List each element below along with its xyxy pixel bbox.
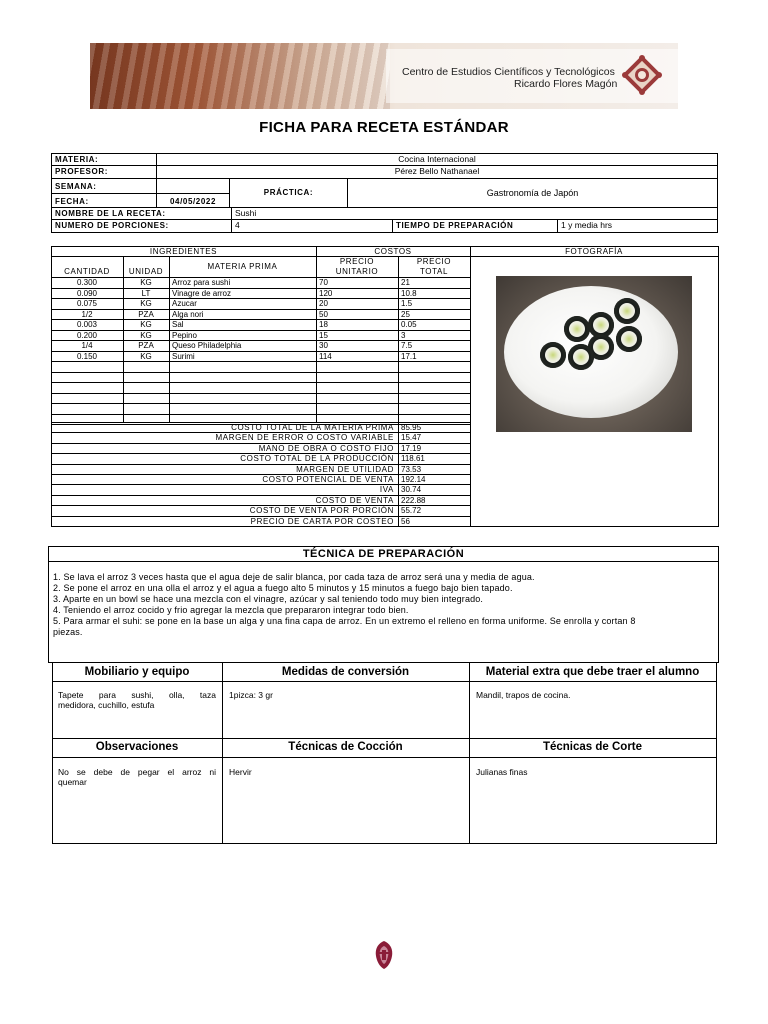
col-precio-total-2: TOTAL	[419, 267, 449, 276]
cecyt-logo-icon	[620, 53, 664, 97]
material-text: Mandil, trapos de cocina.	[476, 690, 571, 700]
practica-label: PRÁCTICA:	[229, 178, 348, 208]
tiempo-value: 1 y media hrs	[557, 219, 718, 233]
ingredient-materia: Azucar	[172, 298, 197, 308]
ingredient-materia: Vinagre de arroz	[172, 288, 231, 298]
mobiliario-text-1: Tapete para sushi, olla, taza	[58, 690, 216, 700]
cost-summary-value: 15.47	[401, 432, 422, 442]
ingredient-cantidad: 0.300	[76, 277, 98, 287]
cost-summary-label: COSTO DE VENTA POR PORCIÓN	[249, 505, 394, 515]
ingredient-cantidad: 0.075	[76, 298, 98, 308]
ingredient-unitario: 30	[319, 340, 328, 350]
tecnica-step: 1. Se lava el arroz 3 veces hasta que el agua deje de salir blanca, por cada taza de arroz será una y media de agua.	[53, 572, 535, 582]
cost-summary-label: PRECIO DE CARTA POR COSTEO	[250, 516, 394, 526]
coccion-title: Técnicas de Cocción	[288, 741, 403, 753]
costos-header: COSTOS	[374, 247, 412, 256]
ingredient-total: 17.1	[401, 351, 417, 361]
ingredient-materia: Surimi	[172, 351, 195, 361]
cost-summary-label: MARGEN DE ERROR O COSTO VARIABLE	[215, 432, 394, 442]
cost-summary-value: 30.74	[401, 484, 422, 494]
cost-summary-value: 222.88	[401, 495, 426, 505]
ingredient-unidad: KG	[140, 277, 152, 287]
cost-summary-label: COSTO TOTAL DE LA MATERIA PRIMA	[231, 422, 394, 432]
profesor-value: Pérez Bello Nathanael	[156, 165, 718, 179]
sushi-roll-icon	[564, 316, 590, 342]
corte-text: Julianas finas	[476, 767, 528, 777]
tecnica-step: 2. Se pone el arroz en una olla el arroz y el agua a fuego alto 5 minutos y 15 minutos a fuego bajo bien tapado.	[53, 583, 513, 593]
col-precio-unitario-1: PRECIO	[339, 257, 375, 266]
medidas-text: 1pizca: 3 gr	[229, 690, 273, 700]
ingredient-unidad: KG	[140, 330, 152, 340]
materia-label: MATERIA:	[51, 153, 157, 166]
col-materia-prima: MATERIA PRIMA	[207, 262, 278, 271]
ingredient-unitario: 15	[319, 330, 328, 340]
cost-summary-value: 192.14	[401, 474, 426, 484]
semana-label: SEMANA:	[51, 178, 157, 194]
ingredientes-header: INGREDIENTES	[149, 247, 218, 256]
ipn-logo-icon	[372, 940, 396, 970]
medidas-title: Medidas de conversión	[281, 666, 410, 678]
mobiliario-text-2: medidora, cuchillo, estufa	[58, 700, 155, 710]
ingredient-unitario: 120	[319, 288, 333, 298]
ingredient-cantidad: 0.090	[76, 288, 98, 298]
cost-summary-value: 118.61	[401, 453, 425, 463]
ingredient-materia: Alga nori	[172, 309, 204, 319]
ingredient-cantidad: 0.200	[76, 330, 98, 340]
sushi-roll-icon	[616, 326, 642, 352]
col-precio-unitario-2: UNITARIO	[335, 267, 379, 276]
sushi-roll-icon	[540, 342, 566, 368]
ingredient-unitario: 50	[319, 309, 328, 319]
tecnica-step: 5. Para armar el suhi: se pone en la base un alga y una fina capa de arroz. En un extremo el relleno en forma uniforme. Se enrolla y cortan 8	[53, 616, 636, 626]
tecnica-step: 4. Teniendo el arroz cocido y frio agregar la mezcla que prepararon integrar todo bien.	[53, 605, 409, 615]
cost-summary-label: MARGEN DE UTILIDAD	[296, 464, 394, 474]
ingredient-cantidad: 1/4	[81, 340, 93, 350]
ingredient-materia: Pepino	[172, 330, 197, 340]
ingredient-unidad: KG	[140, 319, 152, 329]
page-title: FICHA PARA RECETA ESTÁNDAR	[259, 119, 509, 136]
tecnica-title: TÉCNICA DE PREPARACIÓN	[302, 548, 465, 560]
coccion-text: Hervir	[229, 767, 252, 777]
ingredient-materia: Arroz para sushi	[172, 277, 231, 287]
semana-value	[156, 178, 230, 194]
practica-value: Gastronomía de Japón	[347, 178, 718, 208]
banner-texture	[90, 43, 390, 109]
materia-value: Cocina Internacional	[156, 153, 718, 166]
ingredient-cantidad: 1/2	[81, 309, 93, 319]
cost-summary-value: 55.72	[401, 505, 422, 515]
porciones-label: NUMERO DE PORCIONES:	[51, 219, 232, 233]
ingredient-unidad: KG	[140, 298, 152, 308]
observaciones-text-2: quemar	[58, 777, 87, 787]
institution-subname: Ricardo Flores Magón	[514, 78, 618, 90]
observaciones-title: Observaciones	[95, 741, 179, 753]
profesor-label: PROFESOR:	[51, 165, 157, 179]
cost-summary-value: 17.19	[401, 443, 422, 453]
ingredient-total: 10.8	[401, 288, 417, 298]
ingredient-unidad: KG	[140, 351, 152, 361]
fecha-label: FECHA:	[51, 193, 157, 208]
ingredient-unidad: PZA	[138, 309, 154, 319]
cost-summary-label: COSTO POTENCIAL DE VENTA	[262, 474, 394, 484]
tiempo-label: TIEMPO DE PREPARACIÓN	[392, 219, 558, 233]
cost-summary-label: COSTO DE VENTA	[315, 495, 394, 505]
tecnica-step: piezas.	[53, 627, 83, 637]
sushi-photo	[496, 276, 692, 432]
fotografia-header: FOTOGRAFÍA	[565, 247, 623, 256]
ingredient-unidad: LT	[141, 288, 151, 298]
ingredient-unitario: 20	[319, 298, 328, 308]
cost-summary-label: COSTO TOTAL DE LA PRODUCCIÓN	[240, 453, 394, 463]
ingredient-total: 1.5	[401, 298, 413, 308]
corte-title: Técnicas de Corte	[542, 741, 643, 753]
ingredient-total: 21	[401, 277, 410, 287]
ingredient-unitario: 114	[319, 351, 332, 361]
sushi-roll-icon	[614, 298, 640, 324]
material-title: Material extra que debe traer el alumno	[485, 666, 700, 678]
ingredient-materia: Queso Philadelphia	[172, 340, 242, 350]
ingredient-total: 25	[401, 309, 410, 319]
cost-summary-label: IVA	[379, 484, 394, 494]
observaciones-text-1: No se debe de pegar el arroz ni	[58, 767, 216, 777]
cost-summary-value: 85.95	[401, 422, 422, 432]
cost-summary-label: MANO DE OBRA O COSTO FIJO	[258, 443, 394, 453]
ingredient-cantidad: 0.003	[76, 319, 98, 329]
header-banner	[90, 43, 678, 109]
cost-summary-value: 73.53	[401, 464, 422, 474]
institution-name: Centro de Estudios Científicos y Tecnológicos	[402, 66, 615, 78]
tecnica-step: 3. Aparte en un bowl se hace una mezcla con el vinagre, azúcar y sal teniendo todo muy bien integrado.	[53, 594, 484, 604]
ingredient-total: 3	[401, 330, 406, 340]
ingredient-unitario: 70	[319, 277, 328, 287]
receta-label: NOMBRE DE LA RECETA:	[51, 207, 232, 220]
ingredient-materia: Sal	[172, 319, 184, 329]
ingredient-unitario: 18	[319, 319, 328, 329]
col-cantidad: CANTIDAD	[64, 267, 110, 276]
ingredient-cantidad: 0.150	[76, 351, 98, 361]
porciones-value: 4	[231, 219, 393, 233]
fecha-value: 04/05/2022	[156, 193, 230, 208]
col-precio-total-1: PRECIO	[416, 257, 452, 266]
ingredient-total: 7.5	[401, 340, 413, 350]
cost-summary-value: 56	[401, 516, 410, 526]
ingredient-unidad: PZA	[138, 340, 154, 350]
col-unidad: UNIDAD	[128, 267, 164, 276]
ingredient-total: 0.05	[401, 319, 417, 329]
receta-value: Sushi	[231, 207, 718, 220]
mobiliario-title: Mobiliario y equipo	[84, 666, 190, 678]
sushi-roll-icon	[568, 344, 594, 370]
